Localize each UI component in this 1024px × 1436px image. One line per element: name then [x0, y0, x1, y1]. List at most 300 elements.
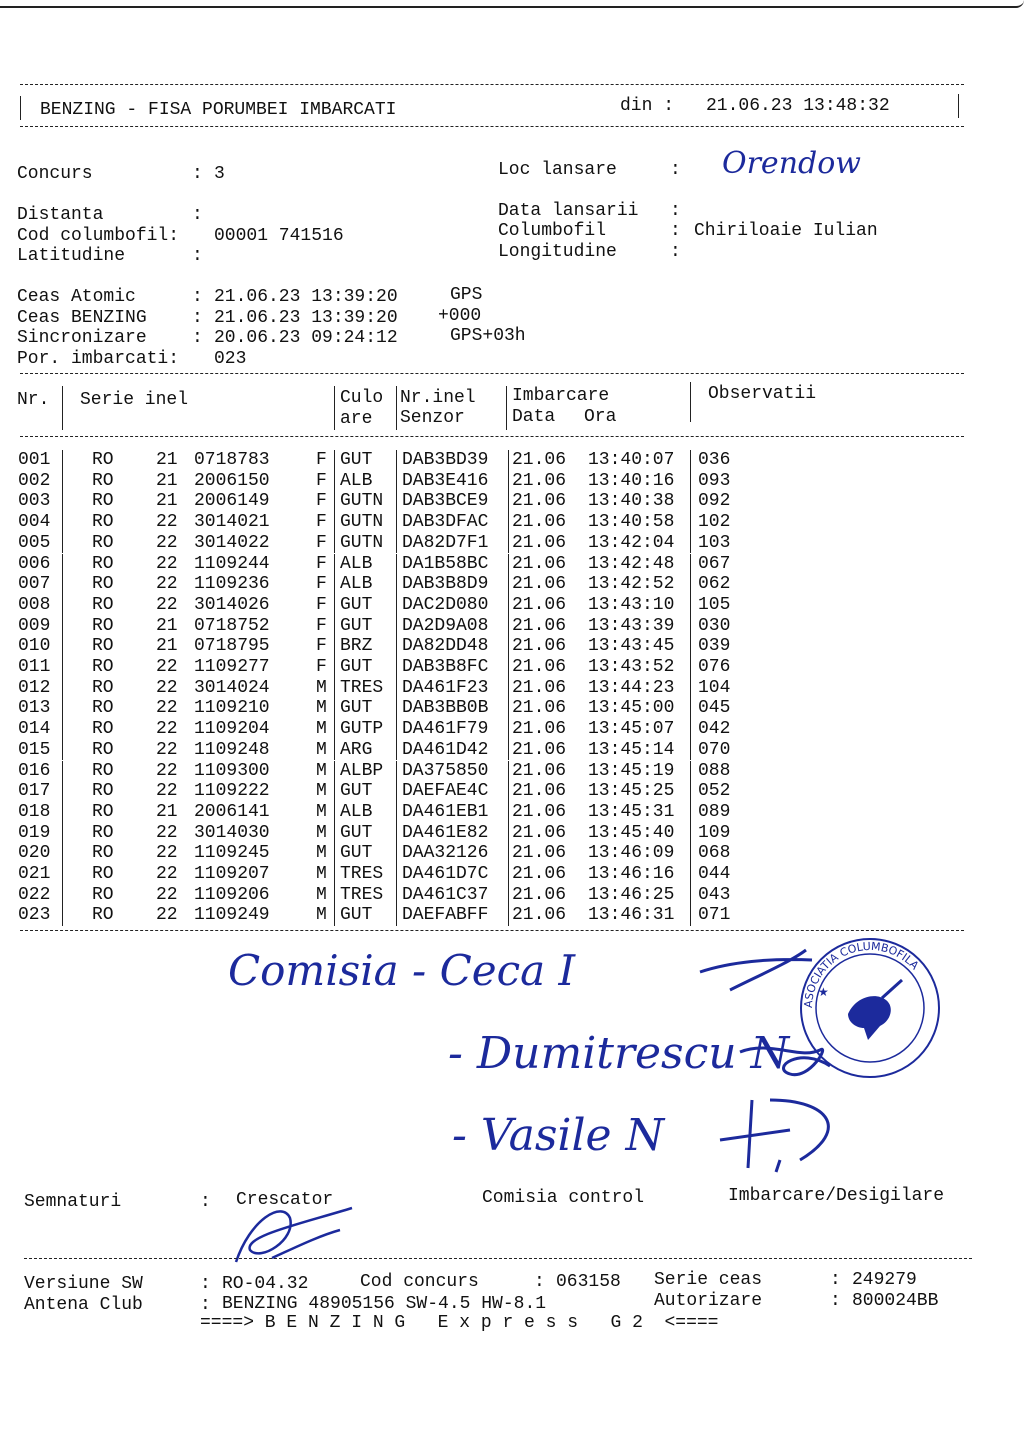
cell-inel: 3014021	[194, 512, 270, 533]
cell-observatii: 092	[698, 491, 731, 512]
concurs-value: 3	[214, 164, 225, 184]
col-header-ora: Ora	[584, 407, 617, 427]
cell-tara: RO	[92, 450, 114, 470]
cell-senzor: DA82D7F1	[402, 532, 489, 553]
cell-nr: 007	[18, 574, 51, 595]
cell-an: 22	[156, 532, 178, 553]
cell-tara: RO	[92, 864, 114, 884]
cell-ora: 13:45:14	[588, 739, 675, 760]
cell-an: 22	[156, 739, 178, 760]
cell-an: 22	[156, 781, 178, 802]
cell-ora: 13:45:00	[588, 698, 675, 719]
cell-senzor: DA461E82	[402, 822, 489, 843]
cell-inel: 1109244	[194, 553, 270, 574]
latitudine-sep: :	[192, 246, 203, 266]
page-title: BENZING - FISA PORUMBEI IMBARCATI	[40, 100, 397, 120]
cell-ora: 13:46:16	[588, 864, 675, 884]
col-header-nr: Nr.	[17, 390, 50, 410]
imbarcare-desigilare-label: Imbarcare/Desigilare	[728, 1186, 945, 1206]
cell-sex: M	[316, 801, 327, 822]
cell-nr: 008	[18, 594, 51, 615]
cell-nr: 012	[18, 677, 51, 698]
cell-culoare: TRES	[340, 864, 384, 884]
cell-data: 21.06	[512, 864, 567, 884]
cell-culoare: GUT	[340, 594, 373, 615]
cell-culoare: GUT	[340, 698, 373, 719]
ceas-benzing-label: Ceas BENZING	[17, 308, 147, 328]
antena-club-value: BENZING 48905156 SW-4.5 HW-8.1	[222, 1294, 547, 1314]
cell-data: 21.06	[512, 574, 567, 595]
cell-tara: RO	[92, 470, 114, 491]
cell-ora: 13:40:16	[588, 470, 675, 491]
cell-an: 22	[156, 822, 178, 843]
cell-ora: 13:43:52	[588, 657, 675, 677]
cell-tara: RO	[92, 739, 114, 760]
cell-culoare: GUT	[340, 450, 373, 470]
cell-sex: M	[316, 719, 327, 740]
cell-nr: 002	[18, 470, 51, 491]
print-timestamp: 21.06.23 13:48:32	[706, 96, 890, 116]
cell-observatii: 062	[698, 574, 731, 595]
cell-culoare: ARG	[340, 739, 373, 760]
cell-tara: RO	[92, 801, 114, 822]
cell-inel: 2006141	[194, 801, 270, 822]
cell-tara: RO	[92, 719, 114, 740]
cell-senzor: DA461EB1	[402, 801, 489, 822]
concurs-label: Concurs	[17, 164, 93, 184]
cell-ora: 13:43:39	[588, 615, 675, 636]
cell-inel: 3014026	[194, 594, 270, 615]
cell-ora: 13:40:07	[588, 450, 675, 470]
cell-nr: 004	[18, 512, 51, 533]
cod-columbofil-value: 00001 741516	[214, 226, 344, 246]
columbofil-sep: :	[670, 221, 681, 241]
sincronizare-sep: :	[192, 328, 203, 348]
cell-observatii: 103	[698, 532, 731, 553]
cell-inel: 0718752	[194, 615, 270, 636]
versiune-sep: :	[200, 1274, 211, 1294]
cell-an: 22	[156, 657, 178, 677]
cell-data: 21.06	[512, 739, 567, 760]
loc-lansare-handwritten: Orendow	[722, 146, 861, 181]
cell-inel: 1109204	[194, 719, 270, 740]
cell-nr: 003	[18, 491, 51, 512]
cell-observatii: 044	[698, 864, 731, 884]
cell-sex: F	[316, 615, 327, 636]
cell-tara: RO	[92, 615, 114, 636]
cell-culoare: TRES	[340, 884, 384, 905]
cell-ora: 13:45:07	[588, 719, 675, 740]
cell-data: 21.06	[512, 781, 567, 802]
cell-an: 21	[156, 470, 178, 491]
sincronizare-value: 20.06.23 09:24:12	[214, 328, 398, 348]
cell-tara: RO	[92, 843, 114, 864]
cell-sex: M	[316, 760, 327, 781]
cell-sex: M	[316, 739, 327, 760]
cell-nr: 006	[18, 553, 51, 574]
din-label: din :	[620, 96, 675, 116]
cell-data: 21.06	[512, 905, 567, 926]
signature-scribble-3	[720, 1100, 828, 1172]
cell-inel: 2006149	[194, 491, 270, 512]
cell-an: 21	[156, 450, 178, 470]
ceas-benzing-sep: :	[192, 308, 203, 328]
cell-observatii: 076	[698, 657, 731, 677]
ceas-atomic-sep: :	[192, 287, 203, 307]
cell-sex: F	[316, 594, 327, 615]
cell-data: 21.06	[512, 760, 567, 781]
signature-scribble-2	[740, 1048, 830, 1075]
cell-senzor: DAEFAE4C	[402, 781, 489, 802]
cell-culoare: GUTN	[340, 491, 384, 512]
cell-observatii: 104	[698, 677, 731, 698]
col-header-culo: Culo	[340, 388, 384, 408]
cell-culoare: ALB	[340, 574, 373, 595]
cod-concurs-value: 063158	[556, 1272, 621, 1292]
cell-tara: RO	[92, 781, 114, 802]
cell-an: 22	[156, 574, 178, 595]
cell-ora: 13:45:31	[588, 801, 675, 822]
cell-observatii: 042	[698, 719, 731, 740]
col-header-imbarcare: Imbarcare	[512, 386, 610, 406]
latitudine-label: Latitudine	[17, 246, 126, 266]
cell-inel: 3014022	[194, 532, 270, 553]
cell-sex: F	[316, 636, 327, 657]
distanta-label: Distanta	[17, 205, 104, 225]
cell-data: 21.06	[512, 594, 567, 615]
crescator-signature	[236, 1208, 352, 1262]
concurs-sep: :	[192, 164, 214, 184]
cell-tara: RO	[92, 594, 114, 615]
cell-nr: 001	[18, 450, 51, 470]
cell-inel: 1109210	[194, 698, 270, 719]
svg-text:★: ★	[818, 985, 829, 999]
cell-observatii: 088	[698, 760, 731, 781]
sincronizare-label: Sincronizare	[17, 328, 147, 348]
cell-data: 21.06	[512, 884, 567, 905]
cell-an: 22	[156, 553, 178, 574]
cell-ora: 13:45:19	[588, 760, 675, 781]
cell-nr: 018	[18, 801, 51, 822]
longitudine-sep: :	[670, 242, 681, 262]
cell-sex: F	[316, 512, 327, 533]
cell-tara: RO	[92, 512, 114, 533]
cell-inel: 1109300	[194, 760, 270, 781]
cell-senzor: DA2D9A08	[402, 615, 489, 636]
cell-an: 22	[156, 594, 178, 615]
cell-ora: 13:42:52	[588, 574, 675, 595]
serie-ceas-value: 249279	[852, 1270, 917, 1290]
cell-data: 21.06	[512, 615, 567, 636]
cell-senzor: DA461F79	[402, 719, 489, 740]
cod-columbofil-label: Cod columbofil:	[17, 226, 180, 246]
cell-senzor: DAB3BD39	[402, 450, 489, 470]
cell-sex: M	[316, 698, 327, 719]
cell-ora: 13:44:23	[588, 677, 675, 698]
col-header-are: are	[340, 409, 373, 429]
cell-senzor: DA1B58BC	[402, 553, 489, 574]
cell-sex: M	[316, 843, 327, 864]
serie-ceas-label: Serie ceas	[654, 1270, 763, 1290]
comisia-control-label: Comisia control	[482, 1188, 645, 1208]
cell-sex: F	[316, 470, 327, 491]
cell-ora: 13:43:45	[588, 636, 675, 657]
columbofil-label: Columbofil	[498, 221, 607, 241]
cell-inel: 3014024	[194, 677, 270, 698]
cell-nr: 009	[18, 615, 51, 636]
cell-an: 22	[156, 677, 178, 698]
cell-tara: RO	[92, 760, 114, 781]
cell-tara: RO	[92, 574, 114, 595]
cell-data: 21.06	[512, 450, 567, 470]
cell-senzor: DAC2D080	[402, 594, 489, 615]
cell-culoare: ALBP	[340, 760, 384, 781]
data-lansarii-label: Data lansarii	[498, 201, 639, 221]
ceas-benzing-extra: +000	[438, 306, 482, 326]
cell-an: 21	[156, 491, 178, 512]
cell-ora: 13:46:31	[588, 905, 675, 926]
cell-senzor: DAB3BCE9	[402, 491, 489, 512]
cell-observatii: 102	[698, 512, 731, 533]
cell-inel: 3014030	[194, 822, 270, 843]
cell-an: 21	[156, 615, 178, 636]
autorizare-label: Autorizare	[654, 1291, 763, 1311]
cell-culoare: GUT	[340, 615, 373, 636]
cell-observatii: 071	[698, 905, 731, 926]
autorizare-sep: :	[830, 1291, 841, 1311]
col-header-observatii: Observatii	[708, 384, 817, 404]
cell-culoare: ALB	[340, 470, 373, 491]
por-imbarcati-label: Por. imbarcati:	[17, 349, 180, 369]
distanta-sep: :	[192, 205, 203, 225]
cell-tara: RO	[92, 657, 114, 677]
cell-inel: 1109207	[194, 864, 270, 884]
cell-data: 21.06	[512, 532, 567, 553]
autorizare-value: 800024BB	[852, 1291, 939, 1311]
cell-data: 21.06	[512, 822, 567, 843]
handwritten-comisia-line: Comisia - Ceca I	[228, 946, 576, 995]
cell-data: 21.06	[512, 657, 567, 677]
cell-nr: 016	[18, 760, 51, 781]
cell-observatii: 052	[698, 781, 731, 802]
handwritten-member-2: - Vasile N	[452, 1110, 665, 1161]
cell-observatii: 045	[698, 698, 731, 719]
cell-data: 21.06	[512, 719, 567, 740]
versiune-sw-label: Versiune SW	[24, 1274, 143, 1294]
cell-inel: 0718795	[194, 636, 270, 657]
cell-nr: 017	[18, 781, 51, 802]
benzing-brand-line: ====> B E N Z I N G E x p r e s s G 2 <====	[200, 1313, 719, 1333]
crescator-label: Crescator	[236, 1190, 334, 1210]
cell-tara: RO	[92, 553, 114, 574]
cell-senzor: DA82DD48	[402, 636, 489, 657]
cell-ora: 13:40:58	[588, 512, 675, 533]
cell-sex: F	[316, 491, 327, 512]
cell-data: 21.06	[512, 470, 567, 491]
cell-sex: M	[316, 905, 327, 926]
antena-club-label: Antena Club	[24, 1295, 143, 1315]
columbofil-value: Chiriloaie Iulian	[694, 221, 878, 241]
cell-data: 21.06	[512, 843, 567, 864]
cell-observatii: 030	[698, 615, 731, 636]
cell-data: 21.06	[512, 636, 567, 657]
cell-observatii: 067	[698, 553, 731, 574]
cod-concurs-sep: :	[534, 1272, 545, 1292]
cell-nr: 005	[18, 532, 51, 553]
cell-inel: 1109245	[194, 843, 270, 864]
cod-concurs-label: Cod concurs	[360, 1272, 479, 1292]
cell-nr: 021	[18, 864, 51, 884]
cell-an: 22	[156, 719, 178, 740]
cell-data: 21.06	[512, 801, 567, 822]
data-lansarii-sep: :	[670, 201, 681, 221]
cell-data: 21.06	[512, 677, 567, 698]
cell-observatii: 109	[698, 822, 731, 843]
loc-lansare-sep: :	[670, 160, 681, 180]
cell-ora: 13:43:10	[588, 594, 675, 615]
cell-data: 21.06	[512, 698, 567, 719]
cell-observatii: 089	[698, 801, 731, 822]
cell-tara: RO	[92, 884, 114, 905]
col-header-serie-inel: Serie inel	[80, 390, 189, 410]
ceas-atomic-label: Ceas Atomic	[17, 287, 136, 307]
cell-tara: RO	[92, 822, 114, 843]
cell-culoare: ALB	[340, 801, 373, 822]
cell-culoare: GUTN	[340, 512, 384, 533]
cell-culoare: GUTP	[340, 719, 384, 740]
cell-nr: 013	[18, 698, 51, 719]
signature-scribble-1	[700, 950, 812, 990]
cell-data: 21.06	[512, 491, 567, 512]
col-header-senzor: Senzor	[400, 408, 465, 428]
ceas-atomic-extra: GPS	[450, 285, 483, 305]
handwritten-member-1: - Dumitrescu N	[448, 1028, 790, 1079]
por-imbarcati-value: 023	[214, 349, 247, 369]
cell-senzor: DA461D42	[402, 739, 489, 760]
longitudine-label: Longitudine	[498, 242, 617, 262]
cell-culoare: GUT	[340, 843, 373, 864]
cell-inel: 1109236	[194, 574, 270, 595]
cell-an: 22	[156, 698, 178, 719]
cell-an: 22	[156, 512, 178, 533]
cell-senzor: DAB3E416	[402, 470, 489, 491]
cell-an: 22	[156, 843, 178, 864]
cell-tara: RO	[92, 698, 114, 719]
semnaturi-label: Semnaturi	[24, 1192, 122, 1212]
cell-senzor: DAB3B8FC	[402, 657, 489, 677]
sincronizare-extra: GPS+03h	[450, 326, 526, 346]
cell-tara: RO	[92, 905, 114, 926]
cell-inel: 2006150	[194, 470, 270, 491]
cell-sex: F	[316, 532, 327, 553]
cell-sex: M	[316, 822, 327, 843]
cell-observatii: 068	[698, 843, 731, 864]
cell-tara: RO	[92, 636, 114, 657]
cell-sex: M	[316, 864, 327, 884]
serie-ceas-sep: :	[830, 1270, 841, 1290]
cell-sex: F	[316, 450, 327, 470]
antena-sep: :	[200, 1295, 211, 1315]
cell-senzor: DA461C37	[402, 884, 489, 905]
ceas-atomic-value: 21.06.23 13:39:20	[214, 287, 398, 307]
cell-sex: F	[316, 574, 327, 595]
cell-senzor: DA375850	[402, 760, 489, 781]
cell-inel: 1109222	[194, 781, 270, 802]
cell-ora: 13:45:25	[588, 781, 675, 802]
cell-observatii: 070	[698, 739, 731, 760]
cell-nr: 020	[18, 843, 51, 864]
cell-an: 21	[156, 636, 178, 657]
cell-sex: M	[316, 677, 327, 698]
cell-sex: M	[316, 781, 327, 802]
cell-an: 22	[156, 905, 178, 926]
cell-inel: 1109249	[194, 905, 270, 926]
cell-culoare: GUT	[340, 822, 373, 843]
cell-observatii: 093	[698, 470, 731, 491]
cell-senzor: DA461D7C	[402, 864, 489, 884]
cell-inel: 0718783	[194, 450, 270, 470]
cell-an: 22	[156, 760, 178, 781]
cell-culoare: BRZ	[340, 636, 373, 657]
cell-tara: RO	[92, 677, 114, 698]
cell-nr: 010	[18, 636, 51, 657]
cell-an: 22	[156, 864, 178, 884]
cell-culoare: GUT	[340, 657, 373, 677]
semnaturi-sep: :	[200, 1192, 211, 1212]
cell-sex: F	[316, 657, 327, 677]
cell-an: 22	[156, 884, 178, 905]
cell-culoare: GUT	[340, 781, 373, 802]
footer-top-rule	[24, 1258, 972, 1259]
cell-tara: RO	[92, 532, 114, 553]
cell-observatii: 036	[698, 450, 731, 470]
cell-observatii: 039	[698, 636, 731, 657]
cell-inel: 1109277	[194, 657, 270, 677]
cell-an: 21	[156, 801, 178, 822]
cell-nr: 023	[18, 905, 51, 926]
col-header-data: Data	[512, 407, 556, 427]
cell-senzor: DAB3BB0B	[402, 698, 489, 719]
stamp-text: ASOCIATIA COLUMBOFILA	[801, 939, 922, 1009]
versiune-sw-value: RO-04.32	[222, 1274, 309, 1294]
col-header-nr-inel: Nr.inel	[400, 388, 476, 408]
cell-sex: F	[316, 553, 327, 574]
cell-ora: 13:45:40	[588, 822, 675, 843]
cell-nr: 015	[18, 739, 51, 760]
cell-culoare: GUTN	[340, 532, 384, 553]
cell-nr: 022	[18, 884, 51, 905]
cell-culoare: TRES	[340, 677, 384, 698]
cell-nr: 011	[18, 657, 51, 677]
loc-lansare-label: Loc lansare	[498, 160, 617, 180]
cell-tara: RO	[92, 491, 114, 512]
cell-ora: 13:40:38	[588, 491, 675, 512]
cell-senzor: DAB3DFAC	[402, 512, 489, 533]
cell-sex: M	[316, 884, 327, 905]
cell-ora: 13:42:48	[588, 553, 675, 574]
cell-senzor: DAA32126	[402, 843, 489, 864]
cell-inel: 1109206	[194, 884, 270, 905]
cell-observatii: 105	[698, 594, 731, 615]
cell-ora: 13:42:04	[588, 532, 675, 553]
cell-nr: 014	[18, 719, 51, 740]
cell-data: 21.06	[512, 512, 567, 533]
cell-data: 21.06	[512, 553, 567, 574]
ceas-benzing-value: 21.06.23 13:39:20	[214, 308, 398, 328]
cell-culoare: ALB	[340, 553, 373, 574]
cell-senzor: DAB3B8D9	[402, 574, 489, 595]
cell-nr: 019	[18, 822, 51, 843]
